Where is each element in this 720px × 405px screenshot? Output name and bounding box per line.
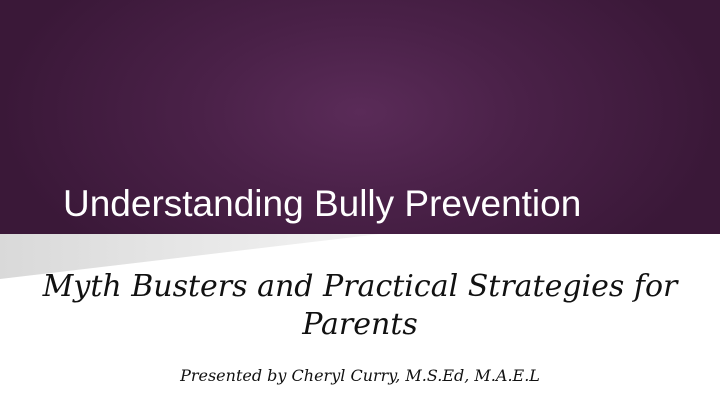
presenter-line: Presented by Cheryl Curry, M.S.Ed, M.A.E.L [180, 366, 540, 385]
slide-subtitle: Myth Busters and Practical Strategies for Parents [42, 269, 678, 342]
slide-title: Understanding Bully Prevention [63, 183, 582, 224]
